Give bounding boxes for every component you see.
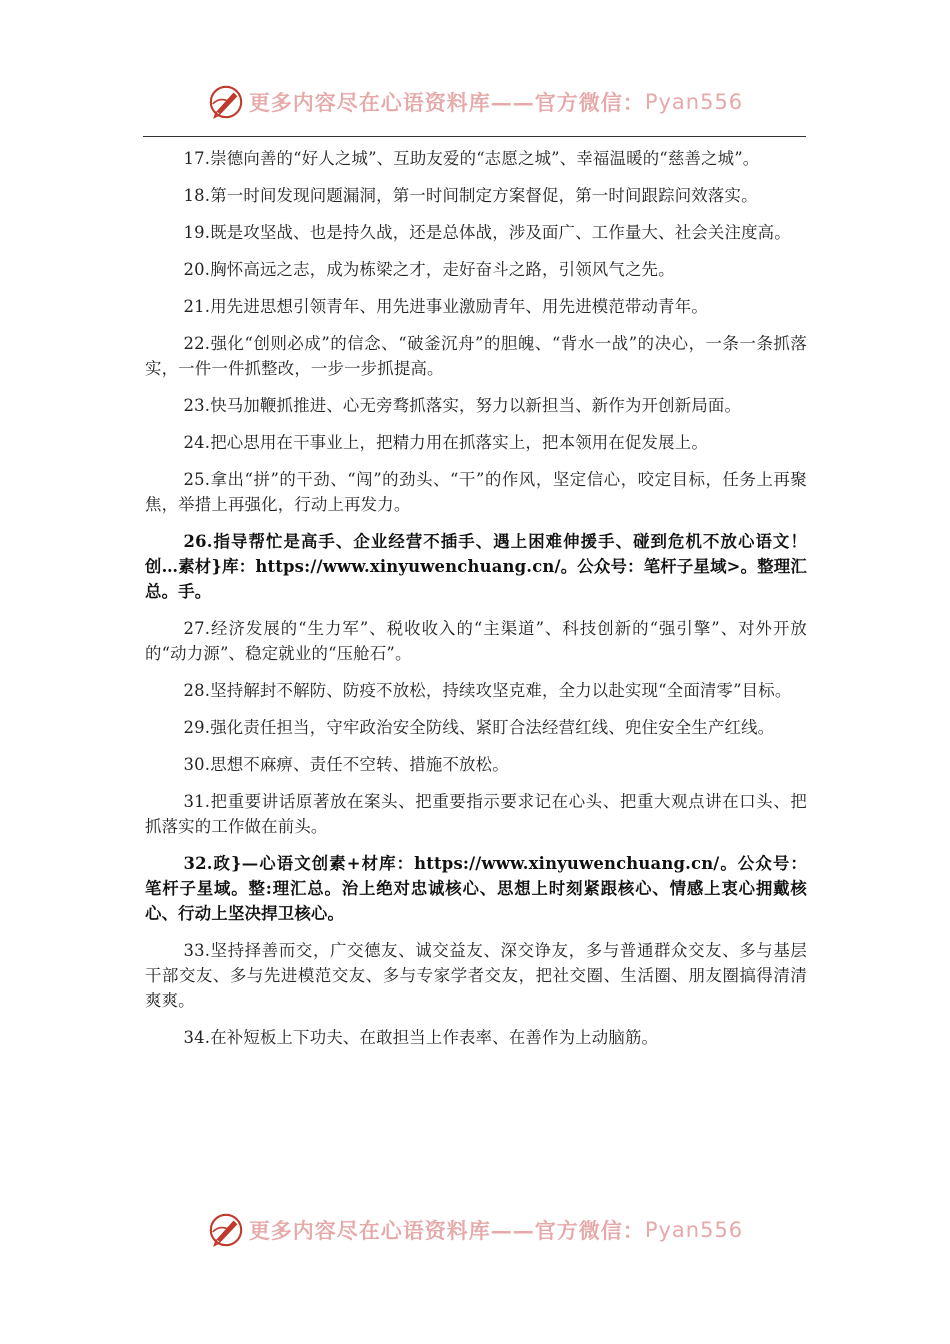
paragraph: 22.强化“创则必成”的信念、“破釜沉舟”的胆魄、“背水一战”的决心，一条一条抓落实，一件一件抓整改，一步一步抓提高。 (145, 334, 807, 378)
paragraph: 29.强化责任担当，守牢政治安全防线、紧盯合法经营红线、兜住安全生产红线。 (183, 718, 775, 737)
paragraph: 17.崇德向善的“好人之城”、互助友爱的“志愿之城”、幸福温暖的“慈善之城”。 (183, 149, 760, 168)
paragraph: 30.思想不麻痹、责任不空转、措施不放松。 (183, 755, 509, 774)
paragraph-watermarked: 26.指导帮忙是高手、企业经营不插手、遇上困难伸援手、碰到危机不放心语文！创…素材}库：https://www.xinyuwenchuang.cn/。公众号：笔杆子星域>。整理汇总。手。 (145, 532, 807, 601)
pen-logo-icon (207, 1211, 245, 1249)
paragraph: 34.在补短板上下功夫、在敢担当上作表率、在善作为上动脑筋。 (183, 1028, 659, 1047)
footer-banner (0, 1210, 950, 1250)
footer-wechat-id: Pyan556 (644, 1218, 744, 1242)
paragraph: 31.把重要讲话原著放在案头、把重要指示要求记在心头、把重大观点讲在口头、把抓落实的工作做在前头。 (145, 792, 807, 836)
paragraph: 33.坚持择善而交，广交德友、诚交益友、深交诤友，多与普通群众交友、多与基层干部交友、多与先进模范交友、多与专家学者交友，把社交圈、生活圈、朋友圈搞得清清爽爽。 (145, 941, 807, 1010)
pen-logo-icon (207, 83, 245, 121)
document-body (145, 146, 807, 1062)
header-wechat-id: Pyan556 (644, 90, 744, 114)
paragraph: 24.把心思用在干事业上，把精力用在抓落实上，把本领用在促发展上。 (183, 433, 708, 452)
paragraph: 18.第一时间发现问题漏洞，第一时间制定方案督促，第一时间跟踪问效落实。 (183, 186, 758, 205)
paragraph: 28.坚持解封不解防、防疫不放松，持续攻坚克难，全力以赴实现“全面清零”目标。 (183, 681, 792, 700)
paragraph: 27.经济发展的“生力军”、税收收入的“主渠道”、科技创新的“强引擎”、对外开放的“动力源”、稳定就业的“压舱石”。 (145, 619, 807, 663)
paragraph: 25.拿出“拼”的干劲、“闯”的劲头、“干”的作风，坚定信心，咬定目标，任务上再聚焦，举措上再强化，行动上再发力。 (145, 470, 807, 514)
header-banner-text: 更多内容尽在心语资料库——官方微信： (248, 90, 645, 115)
header-rule (143, 136, 806, 137)
paragraph: 19.既是攻坚战、也是持久战，还是总体战，涉及面广、工作量大、社会关注度高。 (183, 223, 791, 242)
paragraph: 20.胸怀高远之志，成为栋梁之才，走好奋斗之路，引领风气之先。 (183, 260, 675, 279)
footer-banner-text: 更多内容尽在心语资料库——官方微信： (248, 1218, 645, 1243)
paragraph: 23.快马加鞭抓推进、心无旁骛抓落实，努力以新担当、新作为开创新局面。 (183, 396, 742, 415)
paragraph-watermarked: 32.政}—心语文创素+材库：https://www.xinyuwenchuang.cn/。公众号：笔杆子星域。整:理汇总。治上绝对忠诚核心、思想上时刻紧跟核心、情感上衷心拥戴核心、行动上坚决捍卫核心。 (145, 854, 807, 923)
paragraph: 21.用先进思想引领青年、用先进事业激励青年、用先进模范带动青年。 (183, 297, 708, 316)
header-banner (0, 82, 950, 122)
